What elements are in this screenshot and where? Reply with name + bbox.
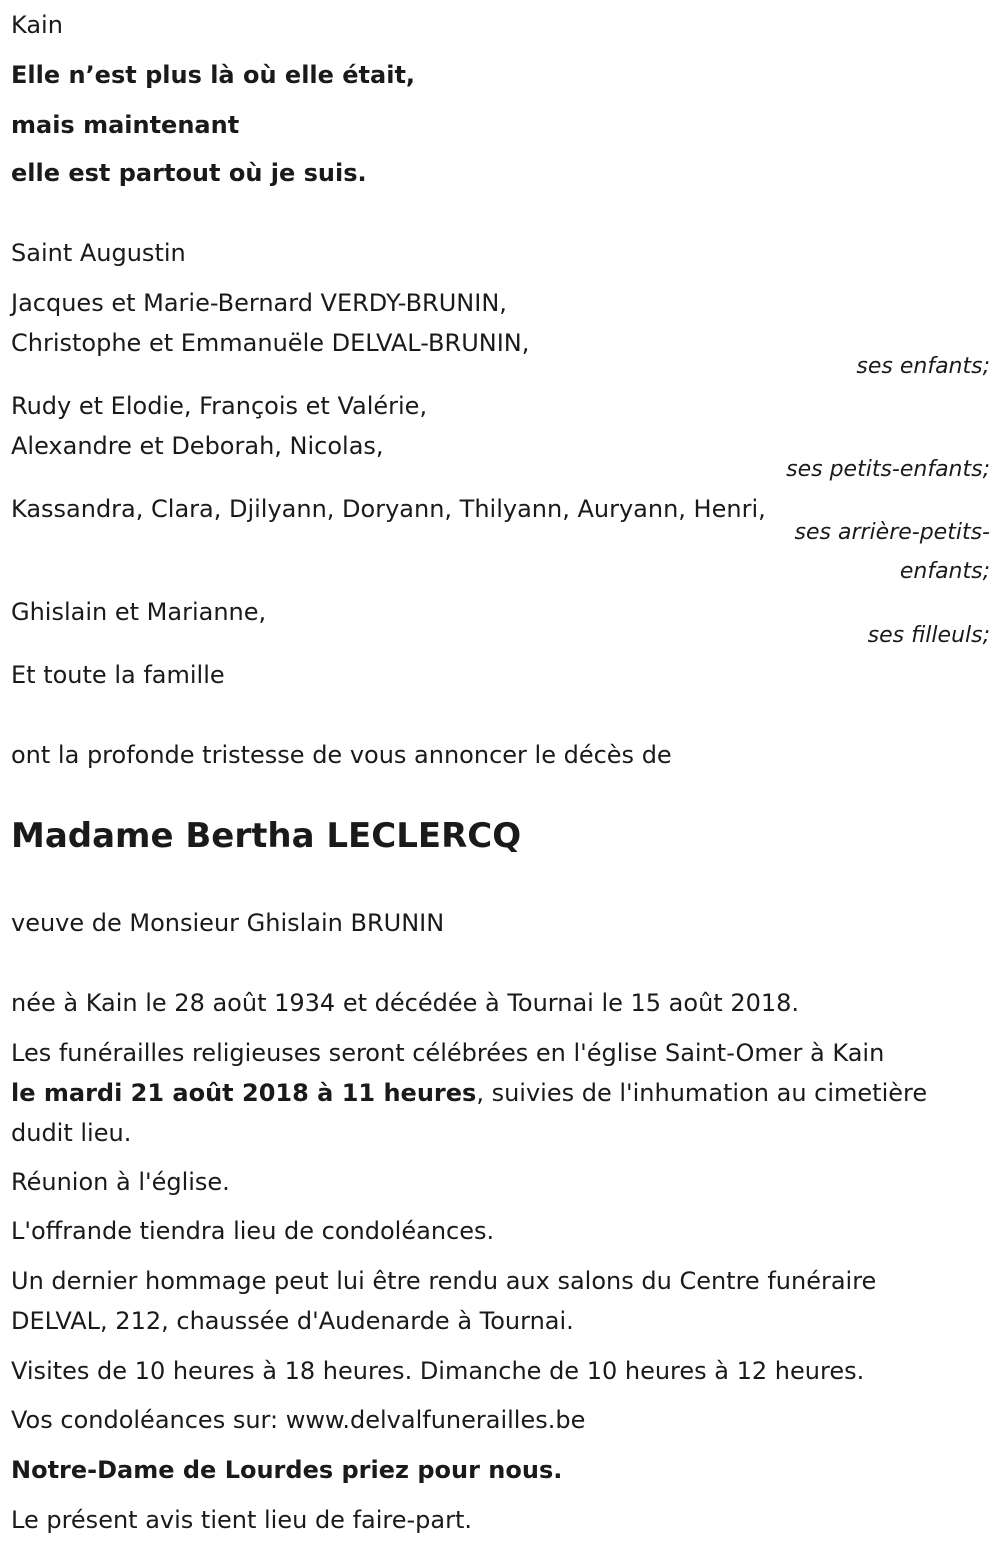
condolences-link[interactable]: www.delvalfunerailles.be [285,1406,586,1434]
visiting-hours: Visites de 10 heures à 18 heures. Dimanche de 10 heures à 12 heures. [11,1357,865,1385]
quote-line-1: Elle n’est plus là où elle était, [11,61,416,89]
offering: L'offrande tiendra lieu de condoléances. [11,1217,495,1245]
godchildren-role: ses filleuls; [867,623,990,648]
birth-death: née à Kain le 28 août 1934 et décédée à Tournai le 15 août 2018. [11,989,800,1017]
tribute-line-2: DELVAL, 212, chaussée d'Audenarde à Tournai. [11,1307,574,1335]
funeral-line-3: dudit lieu. [11,1119,132,1147]
meeting-place: Réunion à l'église. [11,1168,230,1196]
tribute-line-1: Un dernier hommage peut lui être rendu aux salons du Centre funéraire [11,1267,877,1295]
grandchildren-role: ses petits-enfants; [786,457,990,482]
great-grandchildren-role-part-1: ses arrière-petits- [794,520,990,545]
funeral-line-2-rest: , suivies de l'inhumation au cimetière [476,1079,928,1107]
location: Kain [11,11,63,39]
deceased-name: Madame Bertha LECLERCQ [11,816,522,856]
condolences-label: Vos condoléances sur: [11,1406,286,1434]
great-grandchildren-role-part-2: enfants; [899,559,990,584]
grandchildren-line-2: Alexandre et Deborah, Nicolas, [11,432,384,460]
funeral-line-2 [11,1078,927,1108]
great-grandchildren-line-1: Kassandra, Clara, Djilyann, Doryann, Thilyann, Auryann, Henri, [11,495,766,523]
funeral-line-1: Les funérailles religieuses seront célébrées en l'église Saint-Omer à Kain [11,1039,885,1067]
prayer: Notre-Dame de Lourdes priez pour nous. [11,1456,563,1484]
funeral-date: le mardi 21 août 2018 à 11 heures [11,1079,477,1107]
children-line-2: Christophe et Emmanuële DELVAL-BRUNIN, [11,329,530,357]
whole-family: Et toute la famille [11,661,225,689]
widow-of: veuve de Monsieur Ghislain BRUNIN [11,909,445,937]
godchildren-line-1: Ghislain et Marianne, [11,598,267,626]
quote-line-2: mais maintenant [11,111,240,139]
children-role: ses enfants; [856,354,990,379]
announcement: ont la profonde tristesse de vous annoncer le décès de [11,741,672,769]
condolences [11,1405,585,1435]
quote-line-3: elle est partout où je suis. [11,159,367,187]
children-line-1: Jacques et Marie-Bernard VERDY-BRUNIN, [11,289,507,317]
grandchildren-line-1: Rudy et Elodie, François et Valérie, [11,392,428,420]
quote-author: Saint Augustin [11,239,186,267]
notice: Le présent avis tient lieu de faire-part. [11,1506,473,1534]
